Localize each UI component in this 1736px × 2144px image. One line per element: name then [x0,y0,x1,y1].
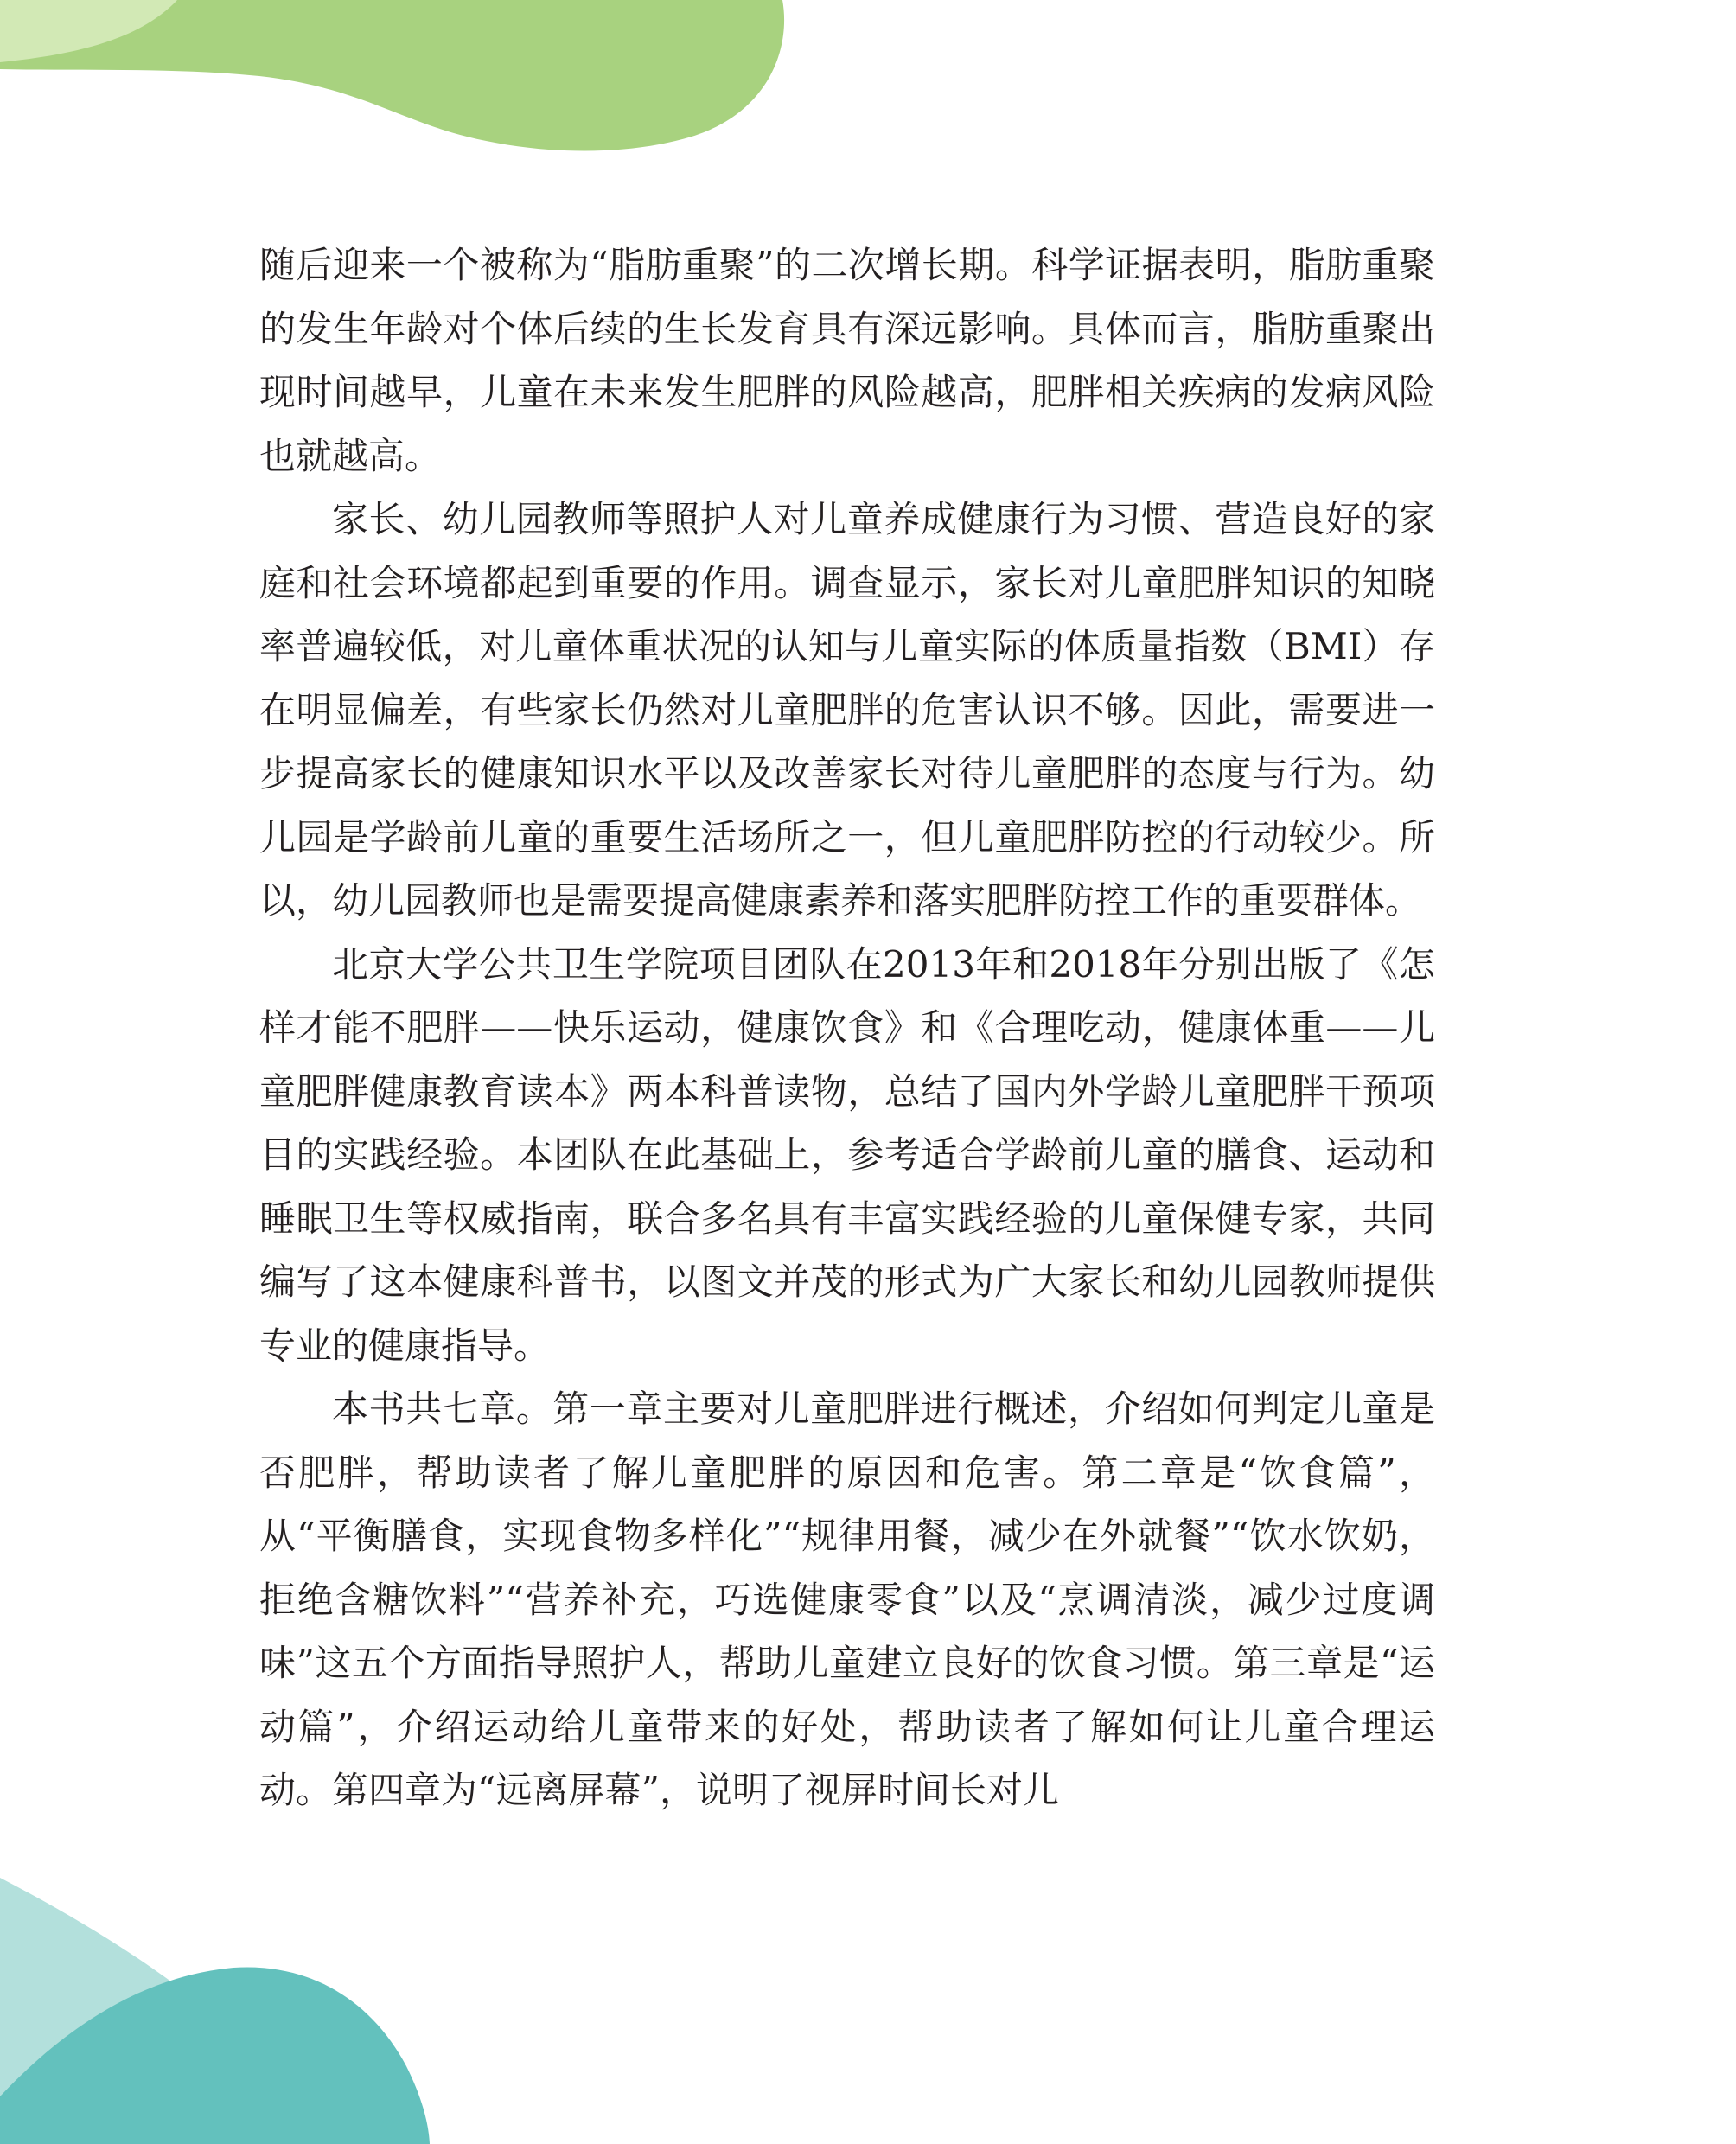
paragraph-continued: 随后迎来一个被称为“脂肪重聚”的二次增长期。科学证据表明，脂肪重聚的发生年龄对个体后续的生长发育具有深远影响。具体而言，脂肪重聚出现时间越早，儿童在未来发生肥胖的风险越高，肥胖相关疾病的发病风险也就越高。 [259,244,1435,477]
paragraph: 家长、幼儿园教师等照护人对儿童养成健康行为习惯、营造良好的家庭和社会环境都起到重要的作用。调查显示，家长对儿童肥胖知识的知晓率普遍较低，对儿童体重状况的认知与儿童实际的体质量指数（BMI）存在明显偏差，有些家长仍然对儿童肥胖的危害认识不够。因此，需要进一步提高家长的健康知识水平以及改善家长对待儿童肥胖的态度与行为。幼儿园是学龄前儿童的重要生活场所之一，但儿童肥胖防控的行动较少。所以，幼儿园教师也是需要提高健康素养和落实肥胖防控工作的重要群体。 [259,498,1435,922]
paragraph: 北京大学公共卫生学院项目团队在2013年和2018年分别出版了《怎样才能不肥胖——快乐运动，健康饮食》和《合理吃动，健康体重——儿童肥胖健康教育读本》两本科普读物，总结了国内外学龄儿童肥胖干预项目的实践经验。本团队在此基础上，参考适合学龄前儿童的膳食、运动和睡眠卫生等权威指南，联合多名具有丰富实践经验的儿童保健专家，共同编写了这本健康科普书，以图文并茂的形式为广大家长和幼儿园教师提供专业的健康指导。 [259,942,1435,1367]
bottom-left-leaf-shape [0,1878,430,2144]
paragraph: 本书共七章。第一章主要对儿童肥胖进行概述，介绍如何判定儿童是否肥胖，帮助读者了解儿童肥胖的原因和危害。第二章是“饮食篇”，从“平衡膳食，实现食物多样化”“规律用餐，减少在外就餐”“饮水饮奶，拒绝含糖饮料”“营养补充，巧选健康零食”以及“烹调清淡，减少过度调味”这五个方面指导照护人，帮助儿童建立良好的饮食习惯。第三章是“运动篇”，介绍运动给儿童带来的好处，帮助读者了解如何让儿童合理运动。第四章为“远离屏幕”，说明了视屏时间长对儿 [259,1388,1435,1811]
top-left-leaf-shape [0,0,784,151]
body-text [259,233,1435,1822]
